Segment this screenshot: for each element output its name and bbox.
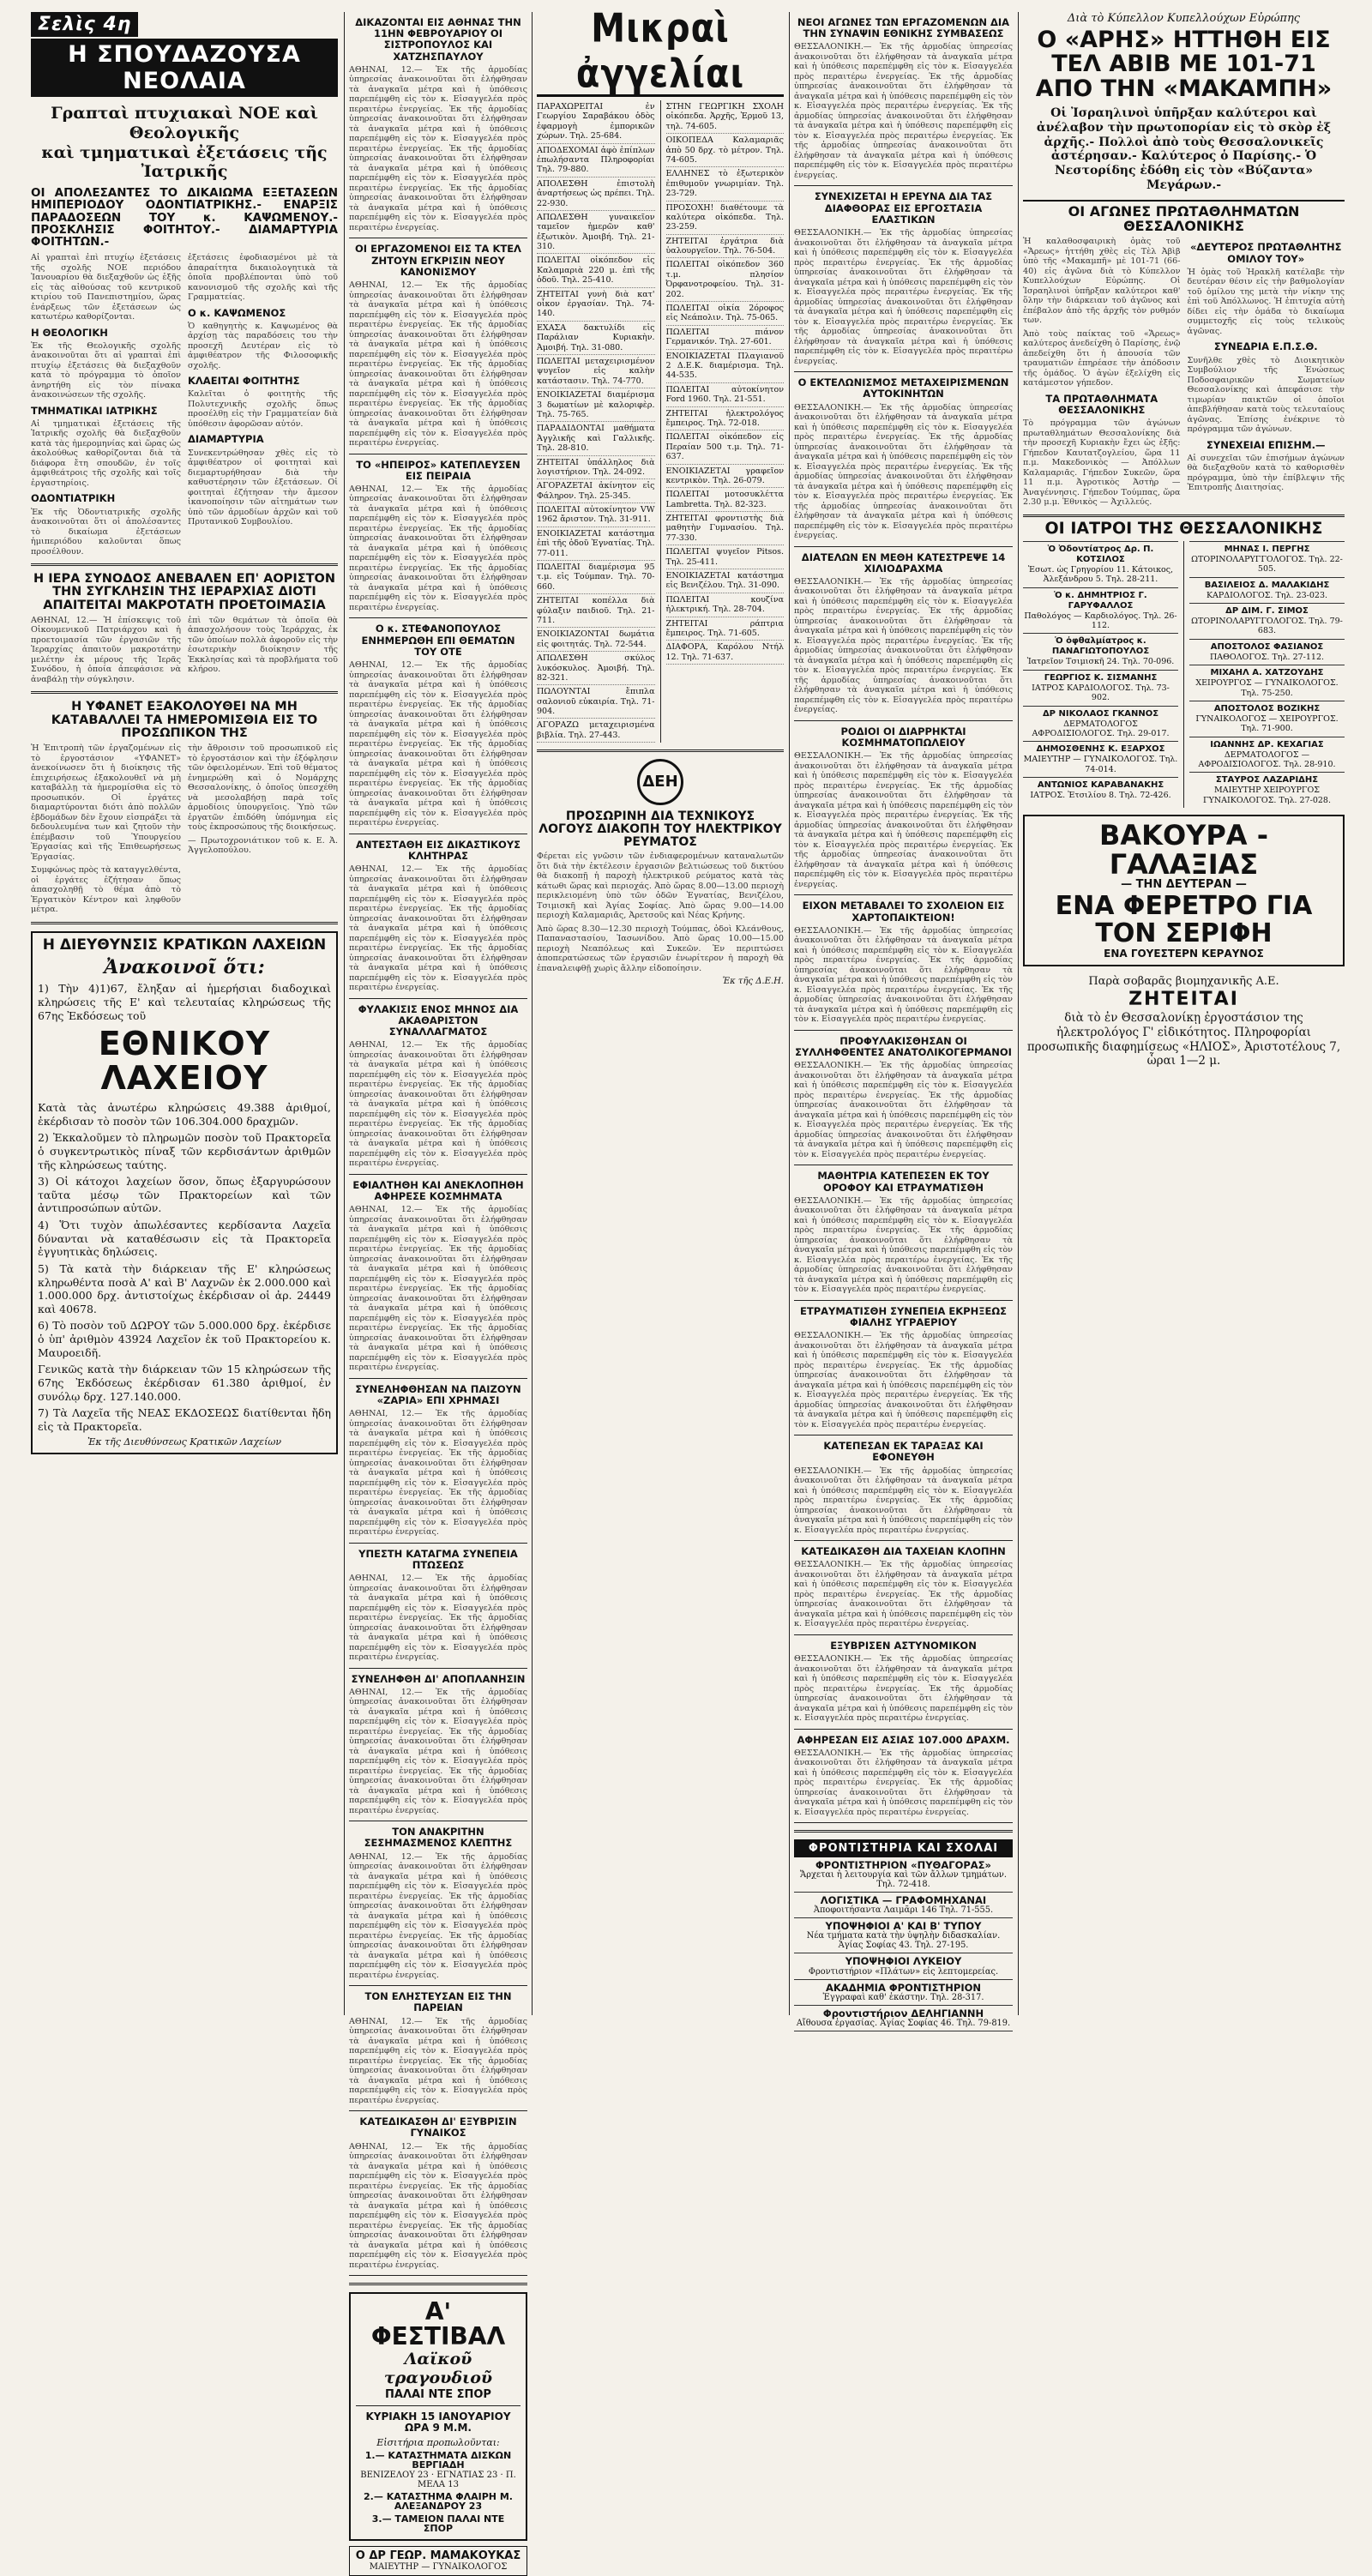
news-brief-text: ΑΘΗΝΑΙ, 12.— Ἐκ τῆς ἀρμοδίας ὑπηρεσίας ἀνακοινοῦται ὅτι ἐλήφθησαν τὰ ἀναγκαῖα μέτρα καὶ ἡ ὑπόθεσις παρεπέμφθη εἰς τὸν κ. Εἰσαγγελέα πρὸς περαιτέρω ἐνεργείας. Ἐκ τῆς ἀρμοδίας ὑπηρεσίας ἀνακοινοῦται ὅτι ἐλήφθησαν τὰ ἀναγκαῖα μέτρα καὶ ἡ ὑπόθεσις παρεπέμφθη εἰς τὸν κ. Εἰσαγγελέα πρὸς περαιτέρω ἐνεργείας. Ἐκ τῆς ἀρμοδίας ὑπηρεσίας ἀνακοινοῦται ὅτι ἐλήφθησαν τὰ ἀναγκαῖα μέτρα καὶ ἡ ὑπόθεσις παρεπέμφθη εἰς τὸν κ. Εἰσαγγελέα πρὸς περαιτέρω ἐνεργείας.: [349, 2141, 527, 2270]
lottery-p5: 4) Ὅτι τυχὸν ἀπωλέσαντες κερδίσαντα Λαχεῖα δύνανται νὰ καταθέσωσιν εἰς τὰ Πρακτορεῖα ἐγγυητικὰς δηλώσεις.: [38, 1219, 331, 1259]
doctor-title: ΜΑΙΕΥΤΗΡ — ΓΥΝΑΙΚΟΛΟΓΟΣ: [369, 2561, 508, 2572]
classified-ad: ΠΩΛΕΙΤΑΙ διαμέρισμα 95 τ.μ. εἰς Τούμπαν. Τηλ. 70-660.: [537, 561, 655, 594]
classified-ad: ΑΠΩΛΕΣΘΗ σκύλος λυκόσκυλος. Ἀμοιβή. Τηλ. 82-321.: [537, 652, 655, 685]
local-news-headline: ΑΦΗΡΕΣΑΝ ΕΙΣ ΑΣΙΑΣ 107.000 ΔΡΑΧΜ.: [797, 1733, 1010, 1746]
classified-ad: ΠΩΛΕΙΤΑΙ μεταχειρισμένον ψυγεῖον εἰς καλὴν κατάστασιν. Τηλ. 74-770.: [537, 355, 655, 388]
festival-subtitle: Λαϊκοῦ τραγουδιοῦ: [383, 2349, 493, 2387]
doctor-entry: [1189, 737, 1345, 773]
classified-ad: ΠΡΟΣΟΧΗ! διαθέτουμε τὰ καλύτερα οἰκόπεδα. Τηλ. 23-259.: [666, 202, 785, 235]
doctor-info: ΜΑΙΕΥΤΗΡ ΧΕΙΡΟΥΡΓΟΣ ΓΥΝΑΙΚΟΛΟΓΟΣ. Τηλ. 27-028.: [1203, 785, 1331, 805]
movie-note: ΕΝΑ ΓΟΥΕΣΤΕΡΝ ΚΕΡΑΥΝΟΣ: [1104, 948, 1264, 960]
news-brief-headline: ΦΥΛΑΚΙΣΙΣ ΕΝΟΣ ΜΗΝΟΣ ΔΙΑ ΑΚΑΘΑΡΙΣΤΟΝ ΣΥΝΑΛΛΑΓΜΑΤΟΣ: [358, 1002, 519, 1038]
classified-ad: ΕΝΟΙΚΙΑΖΕΤΑΙ διαμέρισμα 3 δωματίων μὲ καλοριφὲρ. Τηλ. 75-765.: [537, 388, 655, 422]
classifieds-list-left: [537, 100, 655, 743]
doctor-info: ΙΑΤΡΟΣ ΚΑΡΔΙΟΛΟΓΟΣ. Τηλ. 73-902.: [1032, 683, 1170, 703]
doctors-list-left: [1023, 541, 1178, 808]
classified-ad: ΠΩΛΟΥΝΤΑΙ ἔπιπλα σαλονιοῦ εὐκαιρία. Τηλ. 71-904.: [537, 685, 655, 719]
news-brief-headline: Ο κ. ΣΤΕΦΑΝΟΠΟΥΛΟΣ ΕΝΗΜΕΡΩΘΗ ΕΠΙ ΘΕΜΑΤΩΝ ΤΟΥ ΟΤΕ: [361, 623, 515, 658]
article-text: Συνεκεντρώθησαν χθὲς εἰς τὸ ἀμφιθέατρον οἱ φοιτηταὶ καὶ διεμαρτυρήθησαν διὰ τὴν καθυστέρησιν τῶν ἐξετάσεων. Οἱ φοιτηταὶ ἐζήτησαν τὴν ἄμεσον ἱκανοποίησιν τῶν αἰτημάτων των ὑπὸ τῶν ἁρμοδίων ἀρχῶν καὶ τοῦ Πρυτανικοῦ Συμβουλίου.: [188, 448, 338, 527]
classified-ad: ΕΛΛΗΝΕΣ τὸ ἐξωτερικὸν ἐπιθυμοῦν γνωριμίαν. Τηλ. 23-729.: [666, 167, 785, 201]
news-brief-text: ΑΘΗΝΑΙ, 12.— Ἐκ τῆς ἀρμοδίας ὑπηρεσίας ἀνακοινοῦται ὅτι ἐλήφθησαν τὰ ἀναγκαῖα μέτρα καὶ ἡ ὑπόθεσις παρεπέμφθη εἰς τὸν κ. Εἰσαγγελέα πρὸς περαιτέρω ἐνεργείας. Ἐκ τῆς ἀρμοδίας ὑπηρεσίας ἀνακοινοῦται ὅτι ἐλήφθησαν τὰ ἀναγκαῖα μέτρα καὶ ἡ ὑπόθεσις παρεπέμφθη εἰς τὸν κ. Εἰσαγγελέα πρὸς περαιτέρω ἐνεργείας. Ἐκ τῆς ἀρμοδίας ὑπηρεσίας ἀνακοινοῦται ὅτι ἐλήφθησαν τὰ ἀναγκαῖα μέτρα καὶ ἡ ὑπόθεσις παρεπέμφθη εἰς τὸν κ. Εἰσαγγελέα πρὸς περαιτέρω ἐνεργείας.: [349, 864, 527, 993]
local-news-headline: Ο ΕΚΤΕΛΩΝΙΣΜΟΣ ΜΕΤΑΧΕΙΡΙΣΜΕΝΩΝ ΑΥΤΟΚΙΝΗΤΩΝ: [797, 376, 1009, 400]
local-news-headline: ΕΙΧΟΝ ΜΕΤΑΒΑΛΕΙ ΤΟ ΣΧΟΛΕΙΟΝ ΕΙΣ ΧΑΡΤΟΠΑΙΚΤΕΙΟΝ!: [802, 900, 1005, 924]
classified-ad: ΠΩΛΕΙΤΑΙ οἰκία 2όροφος εἰς Νεάπολιν. Τηλ. 75-065.: [666, 302, 785, 326]
lottery-p4: 3) Οἱ κάτοχοι λαχείων ὅσον, ὅπως ἐξαργυρώσουν ταῦτα μέσῳ τῶν Πρακτορείων καὶ τῶν ἀντιπροσώπων αὐτῶν.: [38, 1175, 331, 1215]
local-news-headline: ΠΡΟΦΥΛΑΚΙΣΘΗΣΑΝ ΟΙ ΣΥΛΛΗΦΘΕΝΤΕΣ ΑΝΑΤΟΛΙΚΟΓΕΡΜΑΝΟΙ: [795, 1034, 1012, 1059]
doctor-name: ΔΡ ΔΙΜ. Γ. ΣΙΜΟΣ: [1225, 605, 1309, 616]
classified-ad: ΕΝΟΙΚΙΑΖΕΤΑΙ γραφεῖον κεντρικὸν. Τηλ. 26-079.: [666, 465, 785, 489]
article-text: τὴν ἄθροισιν τοῦ προσωπικοῦ εἰς τὸ ἐργοστάσιον καὶ τὴν ἐξόφλησιν τῶν ὀφειλομένων. Ἐπὶ τοῦ θέματος ἐνημερώθη καὶ ὁ Νομάρχης Θεσσαλονίκης, ὁ ὁποῖος ὑπεσχέθη νὰ μεσολαβήσῃ παρὰ τοῖς ἁρμοδίοις ὑπουργεῖοις. Ὑπὸ τῶν ἐργατῶν ἐπιδόθη ὑπόμνημα εἰς τοὺς ἐκπροσώπους τῆς διοικήσεως.: [188, 743, 338, 833]
school-name: Φροντιστήριον ΔΕΛΗΓΙΑΝΝΗ: [822, 2007, 984, 2019]
local-news-list: [794, 17, 1013, 1823]
article-text: Καλεῖται ὁ φοιτητὴς τῆς Πολυτεχνικῆς σχολῆς ὅπως προσέλθῃ εἰς τὴν Γραμματείαν διὰ ὑπόθεσιν ἀφορῶσαν αὐτόν.: [188, 389, 338, 429]
schools-head: ΦΡΟΝΤΙΣΤΗΡΙΑ ΚΑΙ ΣΧΟΛΑΙ: [794, 1839, 1013, 1857]
classified-ad: ΠΩΛΕΙΤΑΙ οἰκόπεδον εἰς Καλαμαριὰ 220 μ. ἐπὶ τῆς ὁδοῦ. Τηλ. 25-410.: [537, 254, 655, 287]
festival-time: ΩΡΑ 9 Μ.Μ.: [405, 2422, 472, 2435]
school-text: Ἄρχεται ἡ λειτουργία καὶ τῶν ἄλλων τμημάτων. Τηλ. 72-418.: [800, 1870, 1007, 1890]
job-text: διὰ τὸ ἐν Θεσσαλονίκῃ ἐργοστάσιον της ἠλεκτρολόγος Γ' εἰδικότητος. Πληροφορίαι προσωπικῆς διαφημίσεως «ΗΛΙΟΣ», Ἀριστοτέλους 7, ὧραι 1—2 μ.: [1026, 1010, 1341, 1068]
job-head: ΖΗΤΕΙΤΑΙ: [1128, 988, 1239, 1010]
movie-kicker: — ΤΗΝ ΔΕΥΤΕΡΑΝ —: [1121, 878, 1247, 892]
news-brief-headline: ΤΟΝ ΕΛΗΣΤΕΥΣΑΝ ΕΙΣ ΤΗΝ ΠΑΡΕΙΑΝ: [364, 1990, 512, 2014]
doctor-info: ΓΥΝΑΙΚΟΛΟΓΟΣ — ΧΕΙΡΟΥΡΓΟΣ. Τηλ. 71-900.: [1195, 713, 1339, 734]
lottery-p6: 5) Τὰ κατὰ τὴν διάρκειαν τῆς Ε' κληρώσεως κληρωθέντα ποσὰ Α' καὶ Β' Λαχνῶν ἐκ 2.000.000 καὶ 1.000.000 δρχ. ἀντιστοίχως ἐκέρδισαν οἱ ἀρ. 24449 καὶ 40678.: [38, 1261, 331, 1315]
classified-ad: ΠΩΛΕΙΤΑΙ αὐτοκίνητον VW 1962 ἄριστον. Τηλ. 31-911.: [537, 503, 655, 527]
sports-section-head: ΟΙ ΑΓΩΝΕΣ ΠΡΩΤΑΘΛΗΜΑΤΩΝ ΘΕΣΣΑΛΟΝΙΚΗΣ: [1023, 200, 1345, 234]
news-brief-text: ΑΘΗΝΑΙ, 12.— Ἐκ τῆς ἀρμοδίας ὑπηρεσίας ἀνακοινοῦται ὅτι ἐλήφθησαν τὰ ἀναγκαῖα μέτρα καὶ ἡ ὑπόθεσις παρεπέμφθη εἰς τὸν κ. Εἰσαγγελέα πρὸς περαιτέρω ἐνεργείας. Ἐκ τῆς ἀρμοδίας ὑπηρεσίας ἀνακοινοῦται ὅτι ἐλήφθησαν τὰ ἀναγκαῖα μέτρα καὶ ἡ ὑπόθεσις παρεπέμφθη εἰς τὸν κ. Εἰσαγγελέα πρὸς περαιτέρω ἐνεργείας. Ἐκ τῆς ἀρμοδίας ὑπηρεσίας ἀνακοινοῦται ὅτι ἐλήφθησαν τὰ ἀναγκαῖα μέτρα καὶ ἡ ὑπόθεσις παρεπέμφθη εἰς τὸν κ. Εἰσαγγελέα πρὸς περαιτέρω ἐνεργείας.: [349, 1851, 527, 1980]
doctor-entry: [1023, 541, 1178, 587]
classified-ad: ΕΝΟΙΚΙΑΖΕΤΑΙ κατάστημα εἰς Βενιζέλου. Τηλ. 31-090.: [666, 569, 785, 593]
news-brief-text: ΑΘΗΝΑΙ, 12.— Ἐκ τῆς ἀρμοδίας ὑπηρεσίας ἀνακοινοῦται ὅτι ἐλήφθησαν τὰ ἀναγκαῖα μέτρα καὶ ἡ ὑπόθεσις παρεπέμφθη εἰς τὸν κ. Εἰσαγγελέα πρὸς περαιτέρω ἐνεργείας. Ἐκ τῆς ἀρμοδίας ὑπηρεσίας ἀνακοινοῦται ὅτι ἐλήφθησαν τὰ ἀναγκαῖα μέτρα καὶ ἡ ὑπόθεσις παρεπέμφθη εἰς τὸν κ. Εἰσαγγελέα πρὸς περαιτέρω ἐνεργείας. Ἐκ τῆς ἀρμοδίας ὑπηρεσίας ἀνακοινοῦται ὅτι ἐλήφθησαν τὰ ἀναγκαῖα μέτρα καὶ ἡ ὑπόθεσις παρεπέμφθη εἰς τὸν κ. Εἰσαγγελέα πρὸς περαιτέρω ἐνεργείας. Ἐκ τῆς ἀρμοδίας ὑπηρεσίας ἀνακοινοῦται ὅτι ἐλήφθησαν τὰ ἀναγκαῖα μέτρα καὶ ἡ ὑπόθεσις παρεπέμφθη εἰς τὸν κ. Εἰσαγγελέα πρὸς περαιτέρω ἐνεργείας.: [349, 660, 527, 828]
classified-ad: ΖΗΤΕΙΤΑΙ κοπέλλα διὰ φύλαξιν παιδιοῦ. Τηλ. 21-711.: [537, 594, 655, 628]
news-brief-text: ΑΘΗΝΑΙ, 12.— Ἐκ τῆς ἀρμοδίας ὑπηρεσίας ἀνακοινοῦται ὅτι ἐλήφθησαν τὰ ἀναγκαῖα μέτρα καὶ ἡ ὑπόθεσις παρεπέμφθη εἰς τὸν κ. Εἰσαγγελέα πρὸς περαιτέρω ἐνεργείας. Ἐκ τῆς ἀρμοδίας ὑπηρεσίας ἀνακοινοῦται ὅτι ἐλήφθησαν τὰ ἀναγκαῖα μέτρα καὶ ἡ ὑπόθεσις παρεπέμφθη εἰς τὸν κ. Εἰσαγγελέα πρὸς περαιτέρω ἐνεργείας. Ἐκ τῆς ἀρμοδίας ὑπηρεσίας ἀνακοινοῦται ὅτι ἐλήφθησαν τὰ ἀναγκαῖα μέτρα καὶ ἡ ὑπόθεσις παρεπέμφθη εἰς τὸν κ. Εἰσαγγελέα πρὸς περαιτέρω ἐνεργείας. Ἐκ τῆς ἀρμοδίας ὑπηρεσίας ἀνακοινοῦται ὅτι ἐλήφθησαν τὰ ἀναγκαῖα μέτρα καὶ ἡ ὑπόθεσις παρεπέμφθη εἰς τὸν κ. Εἰσαγγελέα πρὸς περαιτέρω ἐνεργείας.: [349, 1205, 527, 1373]
classified-ad: ΣΤΗΝ ΓΕΩΡΓΙΚΗ ΣΧΟΛΗ οἰκόπεδα. Ἀρχῆς, Ἑρμοῦ 13, τηλ. 74-605.: [666, 100, 785, 134]
column-student-news: [31, 12, 338, 2015]
article-text: Ἀπὸ τοὺς παίκτας τοῦ «Ἄρεως» καλύτερος ἀνεδείχθη ὁ Παρίσης, ἐνῷ ἀπεδείχθη ὅτι ἡ ἀπουσία τῶν τραυματιῶν ἐπηρέασε τὴν ἀπόδοσιν τῆς ὁμάδος. Ὁ ἀγὼν ἐξελίχθη εἰς κατάμεστον γήπεδον.: [1023, 328, 1181, 388]
news-brief-text: ΑΘΗΝΑΙ, 12.— Ἐκ τῆς ἀρμοδίας ὑπηρεσίας ἀνακοινοῦται ὅτι ἐλήφθησαν τὰ ἀναγκαῖα μέτρα καὶ ἡ ὑπόθεσις παρεπέμφθη εἰς τὸν κ. Εἰσαγγελέα πρὸς περαιτέρω ἐνεργείας. Ἐκ τῆς ἀρμοδίας ὑπηρεσίας ἀνακοινοῦται ὅτι ἐλήφθησαν τὰ ἀναγκαῖα μέτρα καὶ ἡ ὑπόθεσις παρεπέμφθη εἰς τὸν κ. Εἰσαγγελέα πρὸς περαιτέρω ἐνεργείας. Ἐκ τῆς ἀρμοδίας ὑπηρεσίας ἀνακοινοῦται ὅτι ἐλήφθησαν τὰ ἀναγκαῖα μέτρα καὶ ἡ ὑπόθεσις παρεπέμφθη εἰς τὸν κ. Εἰσαγγελέα πρὸς περαιτέρω ἐνεργείας.: [349, 1040, 527, 1169]
classified-ad: ΖΗΤΕΙΤΑΙ ὑπάλληλος διὰ λογιστήριον. Τηλ. 24-092.: [537, 456, 655, 480]
doctor-info: ΙΑΤΡΟΣ. Ἐτσιλίου 8. Τηλ. 72-426.: [1030, 791, 1171, 801]
festival-ad: [349, 2292, 527, 2541]
news-brief-headline: ΤΟΝ ΑΝΑΚΡΙΤΗΝ ΣΕΣΗΜΑΣΜΕΝΟΣ ΚΛΕΠΤΗΣ: [364, 1826, 513, 1850]
label-kapsomenos: Ο κ. ΚΑΨΩΜΕΝΟΣ: [188, 306, 286, 319]
classified-ad: ΕΝΟΙΚΙΑΖΕΤΑΙ κατάστημα ἐπὶ τῆς ὁδοῦ Ἐγνατίας. Τηλ. 77-011.: [537, 527, 655, 561]
classified-ad: ΠΩΛΕΙΤΑΙ ψυγεῖον Pitsos. Τηλ. 25-411.: [666, 545, 785, 569]
local-news-headline: ΣΥΝΕΧΙΖΕΤΑΙ Η ΕΡΕΥΝΑ ΔΙΑ ΤΑΣ ΔΙΑΦΘΟΡΑΣ ΕΙΣ ΕΡΓΟΣΤΑΣΙΑ ΕΛΑΣΤΙΚΩΝ: [814, 190, 993, 226]
school-text: Φροντιστήριον «Πλάτων» εἰς λεπτομερείας.: [808, 1966, 999, 1977]
school-text: Ἀποφοιτήσαντα Λαιμᾶρι 146 Τηλ. 71-555.: [813, 1905, 994, 1916]
lottery-sign: Ἐκ τῆς Διευθύνσεως Κρατικῶν Λαχείων: [87, 1436, 282, 1448]
news-brief-text: ΑΘΗΝΑΙ, 12.— Ἐκ τῆς ἀρμοδίας ὑπηρεσίας ἀνακοινοῦται ὅτι ἐλήφθησαν τὰ ἀναγκαῖα μέτρα καὶ ἡ ὑπόθεσις παρεπέμφθη εἰς τὸν κ. Εἰσαγγελέα πρὸς περαιτέρω ἐνεργείας. Ἐκ τῆς ἀρμοδίας ὑπηρεσίας ἀνακοινοῦται ὅτι ἐλήφθησαν τὰ ἀναγκαῖα μέτρα καὶ ἡ ὑπόθεσις παρεπέμφθη εἰς τὸν κ. Εἰσαγγελέα πρὸς περαιτέρω ἐνεργείας. Ἐκ τῆς ἀρμοδίας ὑπηρεσίας ἀνακοινοῦται ὅτι ἐλήφθησαν τὰ ἀναγκαῖα μέτρα καὶ ἡ ὑπόθεσις παρεπέμφθη εἰς τὸν κ. Εἰσαγγελέα πρὸς περαιτέρω ἐνεργείας.: [349, 484, 527, 612]
classified-ad: ΖΗΤΕΙΤΑΙ ράπτρια ἔμπειρος. Τηλ. 71-605.: [666, 617, 785, 641]
classified-ad: ΑΠΩΛΕΣΘΗ γυναικεῖον ταμεῖον ἡμερῶν καθ' ἐξωτικὸν. Ἀμοιβή. Τηλ. 21-310.: [537, 211, 655, 255]
column-rule: [789, 12, 790, 2015]
headline-1: Γραπταὶ πτυχιακαὶ ΝΟΕ καὶ Θεολογικῆς: [51, 104, 318, 142]
school-ad: [794, 2006, 1013, 2031]
local-news-text: ΘΕΣΣΑΛΟΝΙΚΗ.— Ἐκ τῆς ἀρμοδίας ὑπηρεσίας ἀνακοινοῦται ὅτι ἐλήφθησαν τὰ ἀναγκαῖα μέτρα καὶ ἡ ὑπόθεσις παρεπέμφθη εἰς τὸν κ. Εἰσαγγελέα πρὸς περαιτέρω ἐνεργείας. Ἐκ τῆς ἀρμοδίας ὑπηρεσίας ἀνακοινοῦται ὅτι ἐλήφθησαν τὰ ἀναγκαῖα μέτρα καὶ ἡ ὑπόθεσις παρεπέμφθη εἰς τὸν κ. Εἰσαγγελέα πρὸς περαιτέρω ἐνεργείας.: [794, 1748, 1013, 1817]
label-medical: ΤΜΗΜΑΤΙΚΑΙ ΙΑΤΡΙΚΗΣ: [31, 404, 158, 417]
news-brief-text: ΑΘΗΝΑΙ, 12.— Ἐκ τῆς ἀρμοδίας ὑπηρεσίας ἀνακοινοῦται ὅτι ἐλήφθησαν τὰ ἀναγκαῖα μέτρα καὶ ἡ ὑπόθεσις παρεπέμφθη εἰς τὸν κ. Εἰσαγγελέα πρὸς περαιτέρω ἐνεργείας. Ἐκ τῆς ἀρμοδίας ὑπηρεσίας ἀνακοινοῦται ὅτι ἐλήφθησαν τὰ ἀναγκαῖα μέτρα καὶ ἡ ὑπόθεσις παρεπέμφθη εἰς τὸν κ. Εἰσαγγελέα πρὸς περαιτέρω ἐνεργείας. Ἐκ τῆς ἀρμοδίας ὑπηρεσίας ἀνακοινοῦται ὅτι ἐλήφθησαν τὰ ἀναγκαῖα μέτρα καὶ ἡ ὑπόθεσις παρεπέμφθη εἰς τὸν κ. Εἰσαγγελέα πρὸς περαιτέρω ἐνεργείας.: [349, 1409, 527, 1538]
doctor-info: Ἰατρεῖον Τσιμισκῆ 24. Τηλ. 70-096.: [1026, 657, 1175, 667]
lottery-announces: Ἀνακοινοῖ ὅτι:: [104, 956, 265, 979]
local-news-headline: ΜΑΘΗΤΡΙΑ ΚΑΤΕΠΕΣΕΝ ΕΚ ΤΟΥ ΟΡΟΦΟΥ ΚΑΙ ΕΤΡΑΥΜΑΤΙΣΘΗ: [817, 1170, 990, 1194]
power-cut-head: ΠΡΟΣΩΡΙΝΗ ΔΙΑ ΤΕΧΝΙΚΟΥΣ ΛΟΓΟΥΣ ΔΙΑΚΟΠΗ ΤΟΥ ΗΛΕΚΤΡΙΚΟΥ ΡΕΥΜΑΤΟΣ: [539, 810, 782, 849]
school-name: ΦΡΟΝΤΙΣΤΗΡΙΟΝ «ΠΥΘΑΓΟΡΑΣ»: [815, 1859, 991, 1872]
article-text: Συνῆλθε χθὲς τὸ Διοικητικὸν Συμβούλιον τῆς Ἑνώσεως Ποδοσφαιρικῶν Σωματείων Θεσσαλονίκης καὶ ἀπεφάσισε τὴν τιμωρίαν παικτῶν οἱ ὁποῖοι ἀπεβλήθησαν κατὰ τοὺς τελευταίους ἀγῶνας. Ἐπίσης ἐνέκρινε τὸ πρόγραμμα τῶν ἀγώνων.: [1187, 355, 1345, 435]
article-text: Ἐκ τῆς Θεολογικῆς σχολῆς ἀνακοινοῦται ὅτι αἱ γραπταὶ ἐπὶ πτυχίῳ ἐξετάσεις θὰ διεξαχθοῦν κατὰ τὸ πρόγραμμα τὸ ὁποῖον ἀνηρτήθη εἰς τὸν πίνακα ἀνακοινώσεων τῆς σχολῆς.: [31, 340, 181, 400]
article-text: Ἀπὸ ὥρας 8.30—12.30 περιοχὴ Τούμπας, ὁδοὶ Κλεάνθους, Παπαναστασίου, Ἰασωνίδου. Ἀπὸ ὥρας 10.00—15.00 περιοχὴ Νεαπόλεως καὶ Συκεῶν. Ἐν περιπτώσει ἀποπερατώσεως τῶν ἐργασιῶν ἐνωρίτερον ἡ παροχὴ θὰ ἐπαναλειφθῇ χωρὶς ἄλλην εἰδοποίησιν.: [537, 924, 784, 973]
doctor-name: Ο ΔΡ ΓΕΩΡ. ΜΑΜΑΚΟΥΚΑΣ: [355, 2549, 521, 2562]
doctor-info: Ἐσωτ. ὡς Γρηγορίου 11. Κάτοικος, Ἀλεξάνδρου 5. Τηλ. 28-211.: [1027, 564, 1174, 585]
school-text: Νέα τμήματα κατὰ τὴν ὑψηλὴν διδασκαλίαν. Ἁγίας Σοφίας 43. Τηλ. 27-195.: [806, 1931, 1001, 1951]
news-brief-text: ΑΘΗΝΑΙ, 12.— Ἐκ τῆς ἀρμοδίας ὑπηρεσίας ἀνακοινοῦται ὅτι ἐλήφθησαν τὰ ἀναγκαῖα μέτρα καὶ ἡ ὑπόθεσις παρεπέμφθη εἰς τὸν κ. Εἰσαγγελέα πρὸς περαιτέρω ἐνεργείας. Ἐκ τῆς ἀρμοδίας ὑπηρεσίας ἀνακοινοῦται ὅτι ἐλήφθησαν τὰ ἀναγκαῖα μέτρα καὶ ἡ ὑπόθεσις παρεπέμφθη εἰς τὸν κ. Εἰσαγγελέα πρὸς περαιτέρω ἐνεργείας.: [349, 2016, 527, 2105]
doctor-ad: [349, 2546, 527, 2576]
page-label: Σελὶς 4η: [31, 12, 138, 37]
school-name: ΑΚΑΔΗΜΙΑ ΦΡΟΝΤΙΣΤΗΡΙΟΝ: [825, 1981, 982, 1994]
headline-2: καὶ τμηματικαὶ ἐξετάσεις τῆς Ἰατρικῆς: [41, 142, 328, 182]
article-text: ἐπὶ τῶν θεμάτων τὰ ὁποῖα θὰ ἀπασχολήσουν τοὺς Ἱεράρχας, ἐκ τῶν ὁποίων πολλὰ ἀφοροῦν εἰς τὴν ἐσωτερικὴν διοίκησιν τῆς Ἐκκλησίας καὶ τὰ προβλήματα τοῦ κλήρου.: [188, 615, 338, 675]
lottery-p8: Γενικῶς κατὰ τὴν διάρκειαν τῶν 15 κληρώσεων τῆς 67ης Ἐκδόσεως ἐκέρδισαν 61.380 ἀριθμοί, ἐν συνόλῳ δρχ. 127.140.000.: [38, 1363, 331, 1403]
article-text: Ἡ καλαθοσφαιρικὴ ὁμὰς τοῦ «Ἄρεως» ἠττήθη χθὲς εἰς Τὲλ Ἀβὶβ ὑπὸ τῆς «Μακαμπῆ» μὲ 101-71 (66-40) εἰς ἀγῶνα διὰ τὸ Κύπελλον Κυπελλούχων Εὐρώπης. Οἱ Ἰσραηλινοὶ ὑπῆρξαν καλύτεροι καθ' ὅλην τὴν διάρκειαν τοῦ ἀγῶνος καὶ ἐπέβαλον ἀπὸ τῆς ἀρχῆς τὸν ρυθμόν των.: [1023, 237, 1181, 326]
classified-ad: ΠΑΡΑΧΩΡΕΙΤΑΙ ἐν Γεωργίου Σαραβάκου ὁδὸς ἐφαρμογὴ ἐμπορικῶν χώρων. Τηλ. 25-684.: [537, 100, 655, 144]
doctor-entry: [1023, 706, 1178, 742]
local-news-text: ΘΕΣΣΑΛΟΝΙΚΗ.— Ἐκ τῆς ἀρμοδίας ὑπηρεσίας ἀνακοινοῦται ὅτι ἐλήφθησαν τὰ ἀναγκαῖα μέτρα καὶ ἡ ὑπόθεσις παρεπέμφθη εἰς τὸν κ. Εἰσαγγελέα πρὸς περαιτέρω ἐνεργείας. Ἐκ τῆς ἀρμοδίας ὑπηρεσίας ἀνακοινοῦται ὅτι ἐλήφθησαν τὰ ἀναγκαῖα μέτρα καὶ ἡ ὑπόθεσις παρεπέμφθη εἰς τὸν κ. Εἰσαγγελέα πρὸς περαιτέρω ἐνεργείας. Ἐκ τῆς ἀρμοδίας ὑπηρεσίας ἀνακοινοῦται ὅτι ἐλήφθησαν τὰ ἀναγκαῖα μέτρα καὶ ἡ ὑπόθεσις παρεπέμφθη εἰς τὸν κ. Εἰσαγγελέα πρὸς περαιτέρω ἐνεργείας. Ἐκ τῆς ἀρμοδίας ὑπηρεσίας ἀνακοινοῦται ὅτι ἐλήφθησαν τὰ ἀναγκαῖα μέτρα καὶ ἡ ὑπόθεσις παρεπέμφθη εἰς τὸν κ. Εἰσαγγελέα πρὸς περαιτέρω ἐνεργείας.: [794, 751, 1013, 889]
local-news-headline: ΝΕΟΙ ΑΓΩΝΕΣ ΤΩΝ ΕΡΓΑΖΟΜΕΝΩΝ ΔΙΑ ΤΗΝ ΣΥΝΑΨΙΝ ΕΘΝΙΚΗΣ ΣΥΜΒΑΣΕΩΣ: [797, 16, 1010, 40]
local-news-text: ΘΕΣΣΑΛΟΝΙΚΗ.— Ἐκ τῆς ἀρμοδίας ὑπηρεσίας ἀνακοινοῦται ὅτι ἐλήφθησαν τὰ ἀναγκαῖα μέτρα καὶ ἡ ὑπόθεσις παρεπέμφθη εἰς τὸν κ. Εἰσαγγελέα πρὸς περαιτέρω ἐνεργείας. Ἐκ τῆς ἀρμοδίας ὑπηρεσίας ἀνακοινοῦται ὅτι ἐλήφθησαν τὰ ἀναγκαῖα μέτρα καὶ ἡ ὑπόθεσις παρεπέμφθη εἰς τὸν κ. Εἰσαγγελέα πρὸς περαιτέρω ἐνεργείας. Ἐκ τῆς ἀρμοδίας ὑπηρεσίας ἀνακοινοῦται ὅτι ἐλήφθησαν τὰ ἀναγκαῖα μέτρα καὶ ἡ ὑπόθεσις παρεπέμφθη εἰς τὸν κ. Εἰσαγγελέα πρὸς περαιτέρω ἐνεργείας. Ἐκ τῆς ἀρμοδίας ὑπηρεσίας ἀνακοινοῦται ὅτι ἐλήφθησαν τὰ ἀναγκαῖα μέτρα καὶ ἡ ὑπόθεσις παρεπέμφθη εἰς τὸν κ. Εἰσαγγελέα πρὸς περαιτέρω ἐνεργείας.: [794, 576, 1013, 715]
local-news-text: ΘΕΣΣΑΛΟΝΙΚΗ.— Ἐκ τῆς ἀρμοδίας ὑπηρεσίας ἀνακοινοῦται ὅτι ἐλήφθησαν τὰ ἀναγκαῖα μέτρα καὶ ἡ ὑπόθεσις παρεπέμφθη εἰς τὸν κ. Εἰσαγγελέα πρὸς περαιτέρω ἐνεργείας. Ἐκ τῆς ἀρμοδίας ὑπηρεσίας ἀνακοινοῦται ὅτι ἐλήφθησαν τὰ ἀναγκαῖα μέτρα καὶ ἡ ὑπόθεσις παρεπέμφθη εἰς τὸν κ. Εἰσαγγελέα πρὸς περαιτέρω ἐνεργείας. Ἐκ τῆς ἀρμοδίας ὑπηρεσίας ἀνακοινοῦται ὅτι ἐλήφθησαν τὰ ἀναγκαῖα μέτρα καὶ ἡ ὑπόθεσις παρεπέμφθη εἰς τὸν κ. Εἰσαγγελέα πρὸς περαιτέρω ἐνεργείας.: [794, 1195, 1013, 1295]
local-news-text: ΘΕΣΣΑΛΟΝΙΚΗ.— Ἐκ τῆς ἀρμοδίας ὑπηρεσίας ἀνακοινοῦται ὅτι ἐλήφθησαν τὰ ἀναγκαῖα μέτρα καὶ ἡ ὑπόθεσις παρεπέμφθη εἰς τὸν κ. Εἰσαγγελέα πρὸς περαιτέρω ἐνεργείας. Ἐκ τῆς ἀρμοδίας ὑπηρεσίας ἀνακοινοῦται ὅτι ἐλήφθησαν τὰ ἀναγκαῖα μέτρα καὶ ἡ ὑπόθεσις παρεπέμφθη εἰς τὸν κ. Εἰσαγγελέα πρὸς περαιτέρω ἐνεργείας.: [794, 1466, 1013, 1535]
doctor-info: ΩΤΟΡΙΝΟΛΑΡΥΓΓΟΛΟΓΟΣ. Τηλ. 79-683.: [1191, 616, 1343, 636]
doctors-title: ΟΙ ΙΑΤΡΟΙ ΤΗΣ ΘΕΣΣΑΛΟΝΙΚΗΣ: [1044, 518, 1323, 538]
doctor-entry: [1023, 633, 1178, 669]
doctor-name: ΜΙΧΑΗΛ Α. ΧΑΤΖΟΥΔΗΣ: [1210, 668, 1324, 678]
lottery-p1: 1) Τὴν 4)1)67, ἔληξαν αἱ ἡμερήσιαι διαδοχικαὶ κληρώσεις τῆς Ε' καὶ τελευταίας κληρώσεως τῆς 67ης Ἐκδόσεως τοῦ: [38, 982, 331, 1022]
news-brief-headline: ΟΙ ΕΡΓΑΖΟΜΕΝΟΙ ΕΙΣ ΤΑ ΚΤΕΛ ΖΗΤΟΥΝ ΕΓΚΡΙΣΙΝ ΝΕΟΥ ΚΑΝΟΝΙΣΜΟΥ: [355, 243, 521, 278]
festival-point: 2.— ΚΑΤΑΣΤΗΜΑ ΦΛΑΙΡΗ Μ. ΑΛΕΞΑΝΔΡΟΥ 23: [364, 2490, 513, 2513]
doctor-entry: [1023, 587, 1178, 634]
school-name: ΛΟΓΙΣΤΙΚΑ — ΓΡΑΦΟΜΗΧΑΝΑΙ: [820, 1894, 987, 1907]
local-news-headline: ΚΑΤΕΔΙΚΑΣΘΗ ΔΙΑ ΤΑΧΕΙΑΝ ΚΛΟΠΗΝ: [801, 1545, 1006, 1558]
classified-ad: ΑΓΟΡΑΖΩ μεταχειρισμένα βιβλία. Τηλ. 27-443.: [537, 719, 655, 743]
job-pre: Παρὰ σοβαρᾶς βιομηχανικῆς Α.Ε.: [1088, 974, 1279, 988]
doctor-entry: [1023, 741, 1178, 777]
movie-title: ΒΑΚΟΥΡΑ - ΓΑΛΑΞΙΑΣ: [1099, 819, 1268, 881]
job-ad: [1023, 975, 1345, 1069]
doctor-name: Ὁ κ. ΔΗΜΗΤΡΙΟΣ Γ. ΓΑΡΥΦΑΛΛΟΣ: [1054, 590, 1147, 611]
doctor-info: ΔΕΡΜΑΤΟΛΟΓΟΣ ΑΦΡΟΔΙΣΙΟΛΟΓΟΣ. Τηλ. 29-017.: [1032, 719, 1170, 738]
classified-ad: ΖΗΤΕΙΤΑΙ γυνὴ διὰ κατ' οἶκον ἐργασίαν. Τηλ. 74-140.: [537, 288, 655, 322]
column-rule: [344, 12, 345, 2015]
article-text: ἐξετάσεις ἐφοδιασμένοι μὲ τὰ ἀπαραίτητα δικαιολογητικὰ τὰ ὁποῖα προβλέπονται ὑπὸ τοῦ κανονισμοῦ τῆς σχολῆς καὶ τῆς Γραμματείας.: [188, 253, 338, 303]
label-theology: Η ΘΕΟΛΟΓΙΚΗ: [31, 326, 108, 339]
school-ad: [794, 1893, 1013, 1918]
school-ad: [794, 1918, 1013, 1953]
article-text: Συμφώνως πρὸς τὰ καταγγελθέντα, οἱ ἐργάτες ἐζήτησαν ὅπως ἀπασχοληθῇ τὸ θέμα ἀπὸ τὸ Ἐργατικὸν Κέντρον καὶ ληφθοῦν μέτρα.: [31, 865, 181, 915]
doctor-name: Ὁ ὀφθαλμίατρος κ. ΠΑΝΑΓΙΩΤΟΠΟΥΛΟΣ: [1051, 636, 1150, 657]
festival-title: Α' ΦΕΣΤΙΒΑΛ: [370, 2297, 506, 2351]
news-briefs-list: [349, 17, 527, 2276]
classified-ad: ΟΙΚΟΠΕΔΑ Καλαμαριᾶς ἀπὸ 50 δρχ. τὸ μέτρον. Τηλ. 74-605.: [666, 134, 785, 167]
column-rule: [532, 12, 533, 2015]
school-ad: [794, 1953, 1013, 1979]
yfanet-headline: Η ΥΦΑΝΕΤ ΕΞΑΚΟΛΟΥΘΕΙ ΝΑ ΜΗ ΚΑΤΑΒΑΛΛΕΙ ΤΑ ΗΜΕΡΟΜΙΣΘΙΑ ΕΙΣ ΤΟ ΠΡΟΣΩΠΙΚΟΝ ΤΗΣ: [51, 700, 318, 740]
doctor-entry: [1189, 701, 1345, 737]
doctor-name: ΣΤΑΥΡΟΣ ΛΑΖΑΡΙΔΗΣ: [1215, 775, 1319, 785]
local-news-text: ΘΕΣΣΑΛΟΝΙΚΗ.— Ἐκ τῆς ἀρμοδίας ὑπηρεσίας ἀνακοινοῦται ὅτι ἐλήφθησαν τὰ ἀναγκαῖα μέτρα καὶ ἡ ὑπόθεσις παρεπέμφθη εἰς τὸν κ. Εἰσαγγελέα πρὸς περαιτέρω ἐνεργείας. Ἐκ τῆς ἀρμοδίας ὑπηρεσίας ἀνακοινοῦται ὅτι ἐλήφθησαν τὰ ἀναγκαῖα μέτρα καὶ ἡ ὑπόθεσις παρεπέμφθη εἰς τὸν κ. Εἰσαγγελέα πρὸς περαιτέρω ἐνεργείας. Ἐκ τῆς ἀρμοδίας ὑπηρεσίας ἀνακοινοῦται ὅτι ἐλήφθησαν τὰ ἀναγκαῖα μέτρα καὶ ἡ ὑπόθεσις παρεπέμφθη εἰς τὸν κ. Εἰσαγγελέα πρὸς περαιτέρω ἐνεργείας.: [794, 1061, 1013, 1159]
classifieds-list-right: [666, 100, 785, 743]
article-text: Αἱ συνεχεῖαι τῶν ἐπισήμων ἀγώνων θὰ διεξαχθοῦν κατὰ τὸ καθορισθὲν πρόγραμμα, ὑπὸ τὴν ἐπίβλεψιν τῆς Ἐπιτροπῆς Διαιτησίας.: [1187, 453, 1345, 493]
local-news-text: ΘΕΣΣΑΛΟΝΙΚΗ.— Ἐκ τῆς ἀρμοδίας ὑπηρεσίας ἀνακοινοῦται ὅτι ἐλήφθησαν τὰ ἀναγκαῖα μέτρα καὶ ἡ ὑπόθεσις παρεπέμφθη εἰς τὸν κ. Εἰσαγγελέα πρὸς περαιτέρω ἐνεργείας. Ἐκ τῆς ἀρμοδίας ὑπηρεσίας ἀνακοινοῦται ὅτι ἐλήφθησαν τὰ ἀναγκαῖα μέτρα καὶ ἡ ὑπόθεσις παρεπέμφθη εἰς τὸν κ. Εἰσαγγελέα πρὸς περαιτέρω ἐνεργείας. Ἐκ τῆς ἀρμοδίας ὑπηρεσίας ἀνακοινοῦται ὅτι ἐλήφθησαν τὰ ἀναγκαῖα μέτρα καὶ ἡ ὑπόθεσις παρεπέμφθη εἰς τὸν κ. Εἰσαγγελέα πρὸς περαιτέρω ἐνεργείας. Ἐκ τῆς ἀρμοδίας ὑπηρεσίας ἀνακοινοῦται ὅτι ἐλήφθησαν τὰ ἀναγκαῖα μέτρα καὶ ἡ ὑπόθεσις παρεπέμφθη εἰς τὸν κ. Εἰσαγγελέα πρὸς περαιτέρω ἐνεργείας.: [794, 42, 1013, 180]
doctor-name: ΔΡ ΝΙΚΟΛΑΟΣ ΓΚΑΝΝΟΣ: [1042, 708, 1159, 719]
school-text: Ἐγγραφαὶ καθ' ἑκάστην. Τηλ. 28-317.: [822, 1992, 984, 2002]
local-news-text: ΘΕΣΣΑΛΟΝΙΚΗ.— Ἐκ τῆς ἀρμοδίας ὑπηρεσίας ἀνακοινοῦται ὅτι ἐλήφθησαν τὰ ἀναγκαῖα μέτρα καὶ ἡ ὑπόθεσις παρεπέμφθη εἰς τὸν κ. Εἰσαγγελέα πρὸς περαιτέρω ἐνεργείας. Ἐκ τῆς ἀρμοδίας ὑπηρεσίας ἀνακοινοῦται ὅτι ἐλήφθησαν τὰ ἀναγκαῖα μέτρα καὶ ἡ ὑπόθεσις παρεπέμφθη εἰς τὸν κ. Εἰσαγγελέα πρὸς περαιτέρω ἐνεργείας. Ἐκ τῆς ἀρμοδίας ὑπηρεσίας ἀνακοινοῦται ὅτι ἐλήφθησαν τὰ ἀναγκαῖα μέτρα καὶ ἡ ὑπόθεσις παρεπέμφθη εἰς τὸν κ. Εἰσαγγελέα πρὸς περαιτέρω ἐνεργείας. Ἐκ τῆς ἀρμοδίας ὑπηρεσίας ἀνακοινοῦται ὅτι ἐλήφθησαν τὰ ἀναγκαῖα μέτρα καὶ ἡ ὑπόθεσις παρεπέμφθη εἰς τὸν κ. Εἰσαγγελέα πρὸς περαιτέρω ἐνεργείας.: [794, 402, 1013, 541]
local-news-headline: ΔΙΑΤΕΛΩΝ ΕΝ ΜΕΘΗ ΚΑΤΕΣΤΡΕΨΕ 14 ΧΙΛΙΟΔΡΑΧΜΑ: [801, 551, 1006, 575]
festival-point: 3.— ΤΑΜΕΙΟΝ ΠΑΛΑΙ ΝΤΕ ΣΠΟΡ: [371, 2513, 505, 2535]
movie-headline: ΕΝΑ ΦΕΡΕΤΡΟ ΓΙΑ ΤΟΝ ΣΕΡΙΦΗ: [1055, 891, 1313, 948]
local-news-headline: ΕΞΥΒΡΙΣΕΝ ΑΣΤΥΝΟΜΙΚΟΝ: [830, 1639, 977, 1652]
local-news-headline: ΕΤΡΑΥΜΑΤΙΣΘΗ ΣΥΝΕΠΕΙΑ ΕΚΡΗΞΕΩΣ ΦΙΑΛΗΣ ΥΓΡΑΕΡΙΟΥ: [800, 1304, 1007, 1328]
classified-ad: ΖΗΤΕΙΤΑΙ ἐργάτρια διὰ ὑαλουργεῖον. Τηλ. 76-504.: [666, 235, 785, 259]
doctor-info: ΜΑΙΕΥΤΗΡ — ΓΥΝΑΙΚΟΛΟΓΟΣ. Τηλ. 74-014.: [1023, 755, 1178, 774]
synod-headline: Η ΙΕΡΑ ΣΥΝΟΔΟΣ ΑΝΕΒΑΛΕΝ ΕΠ' ΑΟΡΙΣΤΟΝ ΤΗΝ ΣΥΓΚΛΗΣΙΝ ΤΗΣ ΙΕΡΑΡΧΙΑΣ ΔΙΟΤΙ ΑΠΑΙΤΕΙΤΑΙ ΜΑΚΡΟΤΑΤΗ ΠΡΟΕΤΟΙΜΑΣΙΑ: [33, 572, 335, 612]
news-brief-text: ΑΘΗΝΑΙ, 12.— Ἐκ τῆς ἀρμοδίας ὑπηρεσίας ἀνακοινοῦται ὅτι ἐλήφθησαν τὰ ἀναγκαῖα μέτρα καὶ ἡ ὑπόθεσις παρεπέμφθη εἰς τὸν κ. Εἰσαγγελέα πρὸς περαιτέρω ἐνεργείας. Ἐκ τῆς ἀρμοδίας ὑπηρεσίας ἀνακοινοῦται ὅτι ἐλήφθησαν τὰ ἀναγκαῖα μέτρα καὶ ἡ ὑπόθεσις παρεπέμφθη εἰς τὸν κ. Εἰσαγγελέα πρὸς περαιτέρω ἐνεργείας.: [349, 1574, 527, 1663]
local-news-text: ΘΕΣΣΑΛΟΝΙΚΗ.— Ἐκ τῆς ἀρμοδίας ὑπηρεσίας ἀνακοινοῦται ὅτι ἐλήφθησαν τὰ ἀναγκαῖα μέτρα καὶ ἡ ὑπόθεσις παρεπέμφθη εἰς τὸν κ. Εἰσαγγελέα πρὸς περαιτέρω ἐνεργείας. Ἐκ τῆς ἀρμοδίας ὑπηρεσίας ἀνακοινοῦται ὅτι ἐλήφθησαν τὰ ἀναγκαῖα μέτρα καὶ ἡ ὑπόθεσις παρεπέμφθη εἰς τὸν κ. Εἰσαγγελέα πρὸς περαιτέρω ἐνεργείας. Ἐκ τῆς ἀρμοδίας ὑπηρεσίας ἀνακοινοῦται ὅτι ἐλήφθησαν τὰ ἀναγκαῖα μέτρα καὶ ἡ ὑπόθεσις παρεπέμφθη εἰς τὸν κ. Εἰσαγγελέα πρὸς περαιτέρω ἐνεργείας. Ἐκ τῆς ἀρμοδίας ὑπηρεσίας ἀνακοινοῦται ὅτι ἐλήφθησαν τὰ ἀναγκαῖα μέτρα καὶ ἡ ὑπόθεσις παρεπέμφθη εἰς τὸν κ. Εἰσαγγελέα πρὸς περαιτέρω ἐνεργείας.: [794, 228, 1013, 366]
doctor-name: ΒΑΣΙΛΕΙΟΣ Δ. ΜΑΛΑΚΙΔΗΣ: [1204, 580, 1330, 590]
lottery-announcement: [31, 931, 338, 1455]
sports-deck: Οἱ Ἰσραηλινοὶ ὑπῆρξαν καλύτεροι καὶ ἀνέλαβον τὴν πρωτοπορίαν εἰς τὸ σκὸρ ἐξ ἀρχῆς.- Πολλοὶ ἀπὸ τοὺς Θεσσαλονικεῖς ἀστέρησαν.- Καλύτερος ὁ Παρίσης.- Ὁ Νεστορίδης ἐδόθη εἰς τὸν «Βύζαντα» Μεγάρων.-: [1036, 106, 1332, 193]
sports-subhead: ΣΥΝΕΔΡΙΑ Ε.Π.Σ.Θ.: [1213, 340, 1318, 353]
doctor-info: ΩΤΟΡΙΝΟΛΑΡΥΓΓΟΛΟΓΟΣ. Τηλ. 22-505.: [1191, 554, 1343, 575]
column-rule: [1018, 12, 1019, 2015]
doctor-info: ΠΑΘΟΛΟΓΟΣ. Τηλ. 27-112.: [1209, 652, 1325, 662]
classified-ad: ΠΩΛΕΙΤΑΙ μοτοσυκλέττα Lambretta. Τηλ. 82-323.: [666, 488, 785, 512]
doctor-name: ΑΠΟΣΤΟΛΟΣ ΦΑΣΙΑΝΟΣ: [1210, 641, 1324, 652]
lottery-p2: Κατὰ τὰς ἀνωτέρω κληρώσεις 49.388 ἀριθμοί, ἐκέρδισαν τὸ ποσὸν τῶν 106.304.000 δραχμῶν.: [38, 1101, 331, 1128]
column-local-news: [794, 12, 1013, 2028]
label-student-call: ΚΛΑΕΙΤΑΙ ΦΟΙΤΗΤΗΣ: [188, 375, 300, 388]
festival-date: ΚΥΡΙΑΚΗ 15 ΙΑΝΟΥΑΡΙΟΥ: [365, 2410, 511, 2423]
doctors-directory: [1023, 515, 1345, 808]
article-text: Ἡ ὁμὰς τοῦ Ἠρακλῆ κατέλαβε τὴν δευτέραν θέσιν εἰς τὴν βαθμολογίαν τοῦ ὁμίλου της μετὰ τὴν νίκην της ἐπὶ τοῦ Ἀπόλλωνος. Ἡ ἐπιτυχία αὐτὴ δίδει εἰς τὴν ὁμάδα τὸ δικαίωμα συμμετοχῆς εἰς τοὺς τελικοὺς ἀγῶνας.: [1187, 267, 1345, 336]
classified-ad: ΕΧΑΣΑ δακτυλίδι εἰς Παράλιαν Κυριακὴν. Ἀμοιβή. Τηλ. 31-080.: [537, 322, 655, 355]
school-name: ΥΠΟΨΗΦΙΟΙ Α' ΚΑΙ Β' ΤΥΠΟΥ: [825, 1920, 982, 1933]
power-cut-sign: Ἐκ τῆς Δ.Ε.Η.: [722, 977, 784, 987]
doctor-info: ΧΕΙΡΟΥΡΓΟΣ — ΓΥΝΑΙΚΟΛΟΓΟΣ. Τηλ. 75-250.: [1195, 678, 1339, 698]
article-text: ΑΘΗΝΑΙ, 12.— Ἡ ἐπίσκεψις τοῦ Οἰκουμενικοῦ Πατριάρχου καὶ ἡ προετοιμασία τῶν ἐργασιῶν τῆς Ἱεραρχίας ἀπαιτοῦν μακροτάτην μελέτην ἐκ μέρους τῆς Ἱερᾶς Συνόδου, ἡ ὁποία ἀπεφάσισε νὰ ἀναβάλῃ τὴν σύγκλησιν.: [31, 615, 181, 684]
sports-subhead: «ΔΕΥΤΕΡΟΣ ΠΡΩΤΑΘΛΗΤΗΣ ΟΜΙΛΟΥ ΤΟΥ»: [1190, 241, 1342, 265]
doctor-entry: [1023, 777, 1178, 803]
classifieds-title: Μικραὶ ἀγγελίαι: [575, 6, 745, 97]
doctor-entry: [1189, 541, 1345, 577]
doctor-name: ΓΕΩΡΓΙΟΣ Κ. ΣΙΣΜΑΝΗΣ: [1044, 672, 1158, 683]
classified-ad: ΠΩΛΕΙΤΑΙ οἰκόπεδον 360 τ.μ. πλησίον Ὀρφανοτροφείου. Τηλ. 31-202.: [666, 258, 785, 302]
news-brief-headline: ΚΑΤΕΔΙΚΑΣΘΗ ΔΙ' ΕΞΥΒΡΙΣΙΝ ΓΥΝΑΙΚΟΣ: [359, 2116, 517, 2140]
lottery-p7: 6) Τὸ ποσὸν τοῦ ΔΩΡΟΥ τῶν 5.000.000 δρχ. ἐκέρδισε ὁ ὑπ' ἀριθμὸν 43924 Λαχεῖον ἐκ τοῦ Πρακτορείου κ. Μαυροειδῆ.: [38, 1319, 331, 1359]
classified-ad: ΔΙΑΦΟΡΑ, Καρόλου Ντήλ 12. Τηλ. 71-637.: [666, 641, 785, 665]
doctor-entry: [1189, 639, 1345, 665]
news-brief-text: ΑΘΗΝΑΙ, 12.— Ἐκ τῆς ἀρμοδίας ὑπηρεσίας ἀνακοινοῦται ὅτι ἐλήφθησαν τὰ ἀναγκαῖα μέτρα καὶ ἡ ὑπόθεσις παρεπέμφθη εἰς τὸν κ. Εἰσαγγελέα πρὸς περαιτέρω ἐνεργείας. Ἐκ τῆς ἀρμοδίας ὑπηρεσίας ἀνακοινοῦται ὅτι ἐλήφθησαν τὰ ἀναγκαῖα μέτρα καὶ ἡ ὑπόθεσις παρεπέμφθη εἰς τὸν κ. Εἰσαγγελέα πρὸς περαιτέρω ἐνεργείας. Ἐκ τῆς ἀρμοδίας ὑπηρεσίας ἀνακοινοῦται ὅτι ἐλήφθησαν τὰ ἀναγκαῖα μέτρα καὶ ἡ ὑπόθεσις παρεπέμφθη εἰς τὸν κ. Εἰσαγγελέα πρὸς περαιτέρω ἐνεργείας.: [349, 1687, 527, 1815]
doctor-info: ΚΑΡΔΙΟΛΟΓΟΣ. Τηλ. 23-023.: [1206, 590, 1328, 600]
doctor-name: ΜΗΝΑΣ Ι. ΠΕΡΓΗΣ: [1224, 544, 1310, 554]
sports-subhead: ΣΥΝΕΧΕΙΑΙ ΕΠΙΣΗΜ.—: [1207, 438, 1326, 451]
classified-ad: ΖΗΤΕΙΤΑΙ φροντιστὴς διὰ μαθητὴν Γυμνασίου. Τηλ. 77-330.: [666, 512, 785, 545]
news-brief-headline: ΔΙΚΑΖΟΝΤΑΙ ΕΙΣ ΑΘΗΝΑΣ ΤΗΝ 11ΗΝ ΦΕΒΡΟΥΑΡΙΟΥ ΟΙ ΣΙΣΤΡΟΠΟΥΛΟΣ ΚΑΙ ΧΑΤΖΗΣΠΑΥΛΟΥ: [355, 16, 521, 63]
sports-headline: Ο «ΑΡΗΣ» ΗΤΤΗΘΗ ΕΙΣ ΤΕΛ ΑΒΙΒ ΜΕ 101-71 ΑΠΟ ΤΗΝ «ΜΑΚΑΜΠΗ»: [1035, 27, 1333, 102]
school-name: ΥΠΟΨΗΦΙΟΙ ΛΥΚΕΙΟΥ: [845, 1955, 962, 1968]
festival-venue: ΠΑΛΑΙ ΝΤΕ ΣΠΟΡ: [385, 2387, 491, 2401]
classified-ad: ΑΠΟΛΕΣΘΗ ἐπιστολὴ ἀναρτήσεως ὡς πρέπει. Τηλ. 22-930.: [537, 178, 655, 211]
sports-subhead: ΤΑ ΠΡΩΤΑΘΛΗΜΑΤΑ ΘΕΣΣΑΛΟΝΙΚΗΣ: [1045, 392, 1158, 417]
column-sports: [1023, 12, 1345, 2015]
doctor-entry: [1189, 772, 1345, 808]
doctor-entry: [1189, 577, 1345, 603]
doctors-list-right: [1189, 541, 1345, 808]
local-news-headline: ΚΑΤΕΠΕΣΑΝ ΕΚ ΤΑΡΑΞΑΣ ΚΑΙ ΕΦΟΝΕΥΘΗ: [823, 1440, 984, 1464]
dei-logo: ΔΕΗ: [637, 759, 683, 805]
classified-ad: ΕΝΟΙΚΙΑΖΟΝΤΑΙ δωμάτια εἰς φοιτητάς. Τηλ. 72-544.: [537, 628, 655, 652]
article-subhead: ΟΙ ΑΠΟΛΕΣΑΝΤΕΣ ΤΟ ΔΙΚΑΙΩΜΑ ΕΞΕΤΑΣΕΩΝ ΗΜΙΠΕΡΙΟΔΟΥ ΟΔΟΝΤΙΑΤΡΙΚΗΣ.- ΕΝΑΡΞΙΣ ΠΑΡΑΔΟΣΕΩΝ ΤΟΥ κ. ΚΑΨΩΜΕΝΟΥ.- ΠΡΟΣΚΛΗΣΙΣ ΦΟΙΤΗΤΟΥ.- ΔΙΑΜΑΡΤΥΡΙΑ ΦΟΙΤΗΤΩΝ.-: [31, 186, 338, 249]
doctor-entry: [1189, 665, 1345, 701]
article-text: Αἱ τμηματικαὶ ἐξετάσεις τῆς Ἰατρικῆς σχολῆς θὰ διεξαχθοῦν κατὰ τὰς ἡμερομηνίας καὶ ὥρας ὡς ἀκολούθως καθορίζονται διὰ τὰ διάφορα ἔτη σπουδῶν, ἐν τοῖς ἀμφιθεάτροις τῆς σχολῆς καὶ τοῖς ἐργαστηρίοις.: [31, 418, 181, 488]
news-brief-headline: ΑΝΤΕΣΤΑΘΗ ΕΙΣ ΔΙΚΑΣΤΙΚΟΥΣ ΚΛΗΤΗΡΑΣ: [355, 838, 521, 862]
local-news-text: ΘΕΣΣΑΛΟΝΙΚΗ.— Ἐκ τῆς ἀρμοδίας ὑπηρεσίας ἀνακοινοῦται ὅτι ἐλήφθησαν τὰ ἀναγκαῖα μέτρα καὶ ἡ ὑπόθεσις παρεπέμφθη εἰς τὸν κ. Εἰσαγγελέα πρὸς περαιτέρω ἐνεργείας. Ἐκ τῆς ἀρμοδίας ὑπηρεσίας ἀνακοινοῦται ὅτι ἐλήφθησαν τὰ ἀναγκαῖα μέτρα καὶ ἡ ὑπόθεσις παρεπέμφθη εἰς τὸν κ. Εἰσαγγελέα πρὸς περαιτέρω ἐνεργείας.: [794, 1654, 1013, 1724]
doctor-name: ΔΗΜΟΣΘΕΝΗΣ Κ. ΕΞΑΡΧΟΣ: [1036, 744, 1165, 755]
movie-ad: [1023, 815, 1345, 966]
news-brief-headline: ΤΟ «ΗΠΕΙΡΟΣ» ΚΑΤΕΠΛΕΥΣΕΝ ΕΙΣ ΠΕΙΡΑΙΑ: [356, 458, 521, 482]
lottery-p9: 7) Τὰ Λαχεῖα τῆς ΝΕΑΣ ΕΚΔΟΣΕΩΣ διατίθενται ἤδη εἰς τὰ Πρακτορεῖα.: [38, 1406, 331, 1433]
classified-ad: ΖΗΤΕΙΤΑΙ ἡλεκτρολόγος ἔμπειρος. Τηλ. 72-018.: [666, 407, 785, 431]
article-text: — Πρωτοχρονιάτικον τοῦ κ. Ε. Ἀ. Ἀγγελοπούλου.: [188, 835, 338, 856]
classified-ad: ΠΩΛΕΙΤΑΙ πιάνον Γερμανικόν. Τηλ. 27-601.: [666, 326, 785, 350]
doctor-entry: [1023, 670, 1178, 706]
news-brief-headline: ΕΦΙΑΛΤΗΘΗ ΚΑΙ ΑΝΕΚΛΟΠΗΘΗ ΑΦΗΡΕΣΕ ΚΟΣΜΗΜΑΤΑ: [352, 1178, 524, 1202]
local-news-text: ΘΕΣΣΑΛΟΝΙΚΗ.— Ἐκ τῆς ἀρμοδίας ὑπηρεσίας ἀνακοινοῦται ὅτι ἐλήφθησαν τὰ ἀναγκαῖα μέτρα καὶ ἡ ὑπόθεσις παρεπέμφθη εἰς τὸν κ. Εἰσαγγελέα πρὸς περαιτέρω ἐνεργείας. Ἐκ τῆς ἀρμοδίας ὑπηρεσίας ἀνακοινοῦται ὅτι ἐλήφθησαν τὰ ἀναγκαῖα μέτρα καὶ ἡ ὑπόθεσις παρεπέμφθη εἰς τὸν κ. Εἰσαγγελέα πρὸς περαιτέρω ἐνεργείας. Ἐκ τῆς ἀρμοδίας ὑπηρεσίας ἀνακοινοῦται ὅτι ἐλήφθησαν τὰ ἀναγκαῖα μέτρα καὶ ἡ ὑπόθεσις παρεπέμφθη εἰς τὸν κ. Εἰσαγγελέα πρὸς περαιτέρω ἐνεργείας.: [794, 1331, 1013, 1429]
news-brief-text: ΑΘΗΝΑΙ, 12.— Ἐκ τῆς ἀρμοδίας ὑπηρεσίας ἀνακοινοῦται ὅτι ἐλήφθησαν τὰ ἀναγκαῖα μέτρα καὶ ἡ ὑπόθεσις παρεπέμφθη εἰς τὸν κ. Εἰσαγγελέα πρὸς περαιτέρω ἐνεργείας. Ἐκ τῆς ἀρμοδίας ὑπηρεσίας ἀνακοινοῦται ὅτι ἐλήφθησαν τὰ ἀναγκαῖα μέτρα καὶ ἡ ὑπόθεσις παρεπέμφθη εἰς τὸν κ. Εἰσαγγελέα πρὸς περαιτέρω ἐνεργείας. Ἐκ τῆς ἀρμοδίας ὑπηρεσίας ἀνακοινοῦται ὅτι ἐλήφθησαν τὰ ἀναγκαῖα μέτρα καὶ ἡ ὑπόθεσις παρεπέμφθη εἰς τὸν κ. Εἰσαγγελέα πρὸς περαιτέρω ἐνεργείας. Ἐκ τῆς ἀρμοδίας ὑπηρεσίας ἀνακοινοῦται ὅτι ἐλήφθησαν τὰ ἀναγκαῖα μέτρα καὶ ἡ ὑπόθεσις παρεπέμφθη εἰς τὸν κ. Εἰσαγγελέα πρὸς περαιτέρω ἐνεργείας.: [349, 280, 527, 448]
festival-shops: ΒΕΝΙΖΕΛΟΥ 23 · ΕΓΝΑΤΙΑΣ 23 · Π. ΜΕΛΑ 13: [360, 2470, 516, 2489]
power-cut-notice: [537, 759, 784, 986]
classified-ad: ΠΩΛΕΙΤΑΙ αὐτοκίνητον Ford 1960. Τηλ. 21-551.: [666, 383, 785, 407]
news-brief-text: ΑΘΗΝΑΙ, 12.— Ἐκ τῆς ἀρμοδίας ὑπηρεσίας ἀνακοινοῦται ὅτι ἐλήφθησαν τὰ ἀναγκαῖα μέτρα καὶ ἡ ὑπόθεσις παρεπέμφθη εἰς τὸν κ. Εἰσαγγελέα πρὸς περαιτέρω ἐνεργείας. Ἐκ τῆς ἀρμοδίας ὑπηρεσίας ἀνακοινοῦται ὅτι ἐλήφθησαν τὰ ἀναγκαῖα μέτρα καὶ ἡ ὑπόθεσις παρεπέμφθη εἰς τὸν κ. Εἰσαγγελέα πρὸς περαιτέρω ἐνεργείας. Ἐκ τῆς ἀρμοδίας ὑπηρεσίας ἀνακοινοῦται ὅτι ἐλήφθησαν τὰ ἀναγκαῖα μέτρα καὶ ἡ ὑπόθεσις παρεπέμφθη εἰς τὸν κ. Εἰσαγγελέα πρὸς περαιτέρω ἐνεργείας. Ἐκ τῆς ἀρμοδίας ὑπηρεσίας ἀνακοινοῦται ὅτι ἐλήφθησαν τὰ ἀναγκαῖα μέτρα καὶ ἡ ὑπόθεσις παρεπέμφθη εἰς τὸν κ. Εἰσαγγελέα πρὸς περαιτέρω ἐνεργείας.: [349, 64, 527, 232]
label-dental: ΟΔΟΝΤΙΑΤΡΙΚΗ: [31, 492, 116, 505]
doctor-name: ΑΝΤΩΝΙΟΣ ΚΑΡΑΒΑΝΑΚΗΣ: [1037, 780, 1164, 791]
article-text: Ἐκ τῆς Ὀδοντιατρικῆς σχολῆς ἀνακοινοῦται ὅτι οἱ ἀπολέσαντες τὸ δικαίωμα ἐξετάσεων ἡμιπεριόδου καλοῦνται ὅπως προσέλθουν.: [31, 507, 181, 557]
article-text: Αἱ γραπταὶ ἐπὶ πτυχίῳ ἐξετάσεις τῆς σχολῆς ΝΟΕ περιόδου Ἰανουαρίου θὰ διεξαχθοῦν ὡς ἑξῆς εἰς τὰς αἰθούσας τοῦ κεντρικοῦ κτιρίου τοῦ Πανεπιστημίου, ὥρας ἐνάρξεως τῶν ἐξετάσεων ὡς κατωτέρω καθορίζονται.: [31, 253, 181, 322]
classified-ad: ΠΑΡΑΔΙΔΟΝΤΑΙ μαθήματα Ἀγγλικῆς καὶ Γαλλικῆς. Τηλ. 28-810.: [537, 422, 655, 455]
school-ad: [794, 1980, 1013, 2006]
news-brief-headline: ΣΥΝΕΛΗΦΘΗ ΔΙ' ΑΠΟΠΛΑΝΗΣΙΝ: [351, 1672, 526, 1685]
classified-ad: ΠΩΛΕΙΤΑΙ οἰκόπεδον εἰς Περαίαν 500 τ.μ. Τηλ. 71-637.: [666, 430, 785, 464]
festival-point: 1.— ΚΑΤΑΣΤΗΜΑΤΑ ΔΙΣΚΩΝ ΒΕΡΓΙΑΔΗ: [364, 2449, 512, 2471]
article-text: Φέρεται εἰς γνῶσιν τῶν ἐνδιαφερομένων καταναλωτῶν ὅτι διὰ τὴν ἐκτέλεσιν ἐργασιῶν βελτιώσεως τοῦ δικτύου θὰ διακοπῇ ἡ παροχὴ ἠλεκτρικοῦ ρεύματος κατὰ τὰς κάτωθι ὥρας καὶ περιοχάς. Ἀπὸ ὥρας 8.00—13.00 περιοχὴ περικλειομένη ὑπὸ τῶν ὁδῶν Ἐγνατίας, Βενιζέλου, Τσιμισκῆ καὶ Ἁγίας Σοφίας. Ἀπὸ ὥρας 9.00—14.00 περιοχὴ Καλαμαριᾶς, Ἀρετσοῦς καὶ Νέας Κρήνης.: [537, 852, 784, 921]
school-text: Αἴθουσα ἐργασίας. Ἁγίας Σοφίας 46. Τηλ. 79-819.: [796, 2018, 1011, 2028]
doctor-info: Παθολόγος — Καρδιολόγος. Τηλ. 26-112.: [1024, 611, 1177, 630]
lottery-p3: 2) Ἐκκαλοῦμεν τὸ πληρωμῶν ποσὸν τοῦ Πρακτορεῖα ὁ συγκεντρωτικὸς πίναξ τῶν κερδισάντων ἀριθμῶν τῆς κληρώσεως ταύτης.: [38, 1131, 331, 1171]
column-news-briefs: [349, 12, 527, 2572]
label-protest: ΔΙΑΜΑΡΤΥΡΙΑ: [188, 433, 264, 446]
doctor-entry: [1189, 603, 1345, 639]
classified-ad: ΕΝΟΙΚΙΑΖΕΤΑΙ Πλαγιανοῦ 2 Δ.Ε.Κ. διαμέρισμα. Τηλ. 44-535.: [666, 350, 785, 383]
local-news-text: ΘΕΣΣΑΛΟΝΙΚΗ.— Ἐκ τῆς ἀρμοδίας ὑπηρεσίας ἀνακοινοῦται ὅτι ἐλήφθησαν τὰ ἀναγκαῖα μέτρα καὶ ἡ ὑπόθεσις παρεπέμφθη εἰς τὸν κ. Εἰσαγγελέα πρὸς περαιτέρω ἐνεργείας. Ἐκ τῆς ἀρμοδίας ὑπηρεσίας ἀνακοινοῦται ὅτι ἐλήφθησαν τὰ ἀναγκαῖα μέτρα καὶ ἡ ὑπόθεσις παρεπέμφθη εἰς τὸν κ. Εἰσαγγελέα πρὸς περαιτέρω ἐνεργείας. Ἐκ τῆς ἀρμοδίας ὑπηρεσίας ἀνακοινοῦται ὅτι ἐλήφθησαν τὰ ἀναγκαῖα μέτρα καὶ ἡ ὑπόθεσις παρεπέμφθη εἰς τὸν κ. Εἰσαγγελέα πρὸς περαιτέρω ἐνεργείας.: [794, 925, 1013, 1025]
article-text: Τὸ πρόγραμμα τῶν ἀγώνων πρωταθλημάτων Θεσσαλονίκης διὰ τὴν προσεχῆ Κυριακὴν ἔχει ὡς ἑξῆς: Γήπεδον Καυτατζογλείου, ὥρα 11 π.μ. Μακεδονικὸς — Ἀπόλλων Καλαμαριᾶς. Γήπεδον Συκεῶν, ὥρα 11 π.μ. Ἀγροτικὸς Ἀστὴρ — Ἀναγέννησις. Γήπεδον Τούμπας, ὥρα 2.30 μ.μ. Ἐθνικὸς — Ἀχιλλεύς.: [1023, 418, 1181, 508]
classified-ad: ΑΠΟΔΕΧΟΜΑΙ ἀφὸ ἐπίπλων ἐπωλήσαντα Πληροφορίαι Τηλ. 79-880.: [537, 144, 655, 178]
local-news-text: ΘΕΣΣΑΛΟΝΙΚΗ.— Ἐκ τῆς ἀρμοδίας ὑπηρεσίας ἀνακοινοῦται ὅτι ἐλήφθησαν τὰ ἀναγκαῖα μέτρα καὶ ἡ ὑπόθεσις παρεπέμφθη εἰς τὸν κ. Εἰσαγγελέα πρὸς περαιτέρω ἐνεργείας. Ἐκ τῆς ἀρμοδίας ὑπηρεσίας ἀνακοινοῦται ὅτι ἐλήφθησαν τὰ ἀναγκαῖα μέτρα καὶ ἡ ὑπόθεσις παρεπέμφθη εἰς τὸν κ. Εἰσαγγελέα πρὸς περαιτέρω ἐνεργείας.: [794, 1560, 1013, 1629]
news-brief-headline: ΥΠΕΣΤΗ ΚΑΤΑΓΜΑ ΣΥΝΕΠΕΙΑ ΠΤΩΣΕΩΣ: [358, 1547, 518, 1571]
doctor-name: Ὁ Ὀδοντίατρος Δρ. Π. ΚΟΤΣΙΛΟΣ: [1047, 544, 1154, 564]
lottery-header: Η ΔΙΕΥΘΥΝΣΙΣ ΚΡΑΤΙΚΩΝ ΛΑΧΕΙΩΝ: [42, 936, 327, 954]
lottery-big-title: ΕΘΝΙΚΟΥ ΛΑΧΕΙΟΥ: [98, 1025, 271, 1098]
classified-ad: ΠΩΛΕΙΤΑΙ κουζίνα ἠλεκτρική. Τηλ. 28-704.: [666, 593, 785, 617]
doctor-name: ΙΩΑΝΝΗΣ ΔΡ. ΚΕΧΑΓΙΑΣ: [1210, 739, 1324, 749]
article-text: Ὁ καθηγητὴς κ. Καψωμένος θὰ ἀρχίσῃ τὰς παραδόσεις του τὴν προσεχῆ Δευτέραν εἰς τὸ ἀμφιθέατρον τῆς Φιλοσοφικῆς σχολῆς.: [188, 321, 338, 370]
column-classifieds: [537, 6, 784, 2015]
doctor-name: ΑΠΟΣΤΟΛΟΣ ΒΟΖΙΚΗΣ: [1213, 703, 1321, 713]
section-banner: Η ΣΠΟΥΔΑΖΟΥΣΑ ΝΕΟΛΑΙΑ: [31, 39, 338, 97]
schools-list: [794, 1857, 1013, 2031]
sports-kicker: Διὰ τὸ Κύπελλον Κυπελλούχων Εὐρώπης: [1067, 12, 1301, 25]
festival-points-head: Εἰσιτήρια προπωλοῦνται:: [376, 2436, 500, 2448]
classified-ad: ΑΓΟΡΑΖΕΤΑΙ ἀκίνητον εἰς Φάληρον. Τηλ. 25-345.: [537, 479, 655, 503]
doctor-info: ΔΕΡΜΑΤΟΛΟΓΟΣ — ΑΦΡΟΔΙΣΙΟΛΟΓΟΣ. Τηλ. 28-910.: [1198, 749, 1336, 770]
local-news-headline: ΡΟΔΙΟΙ ΟΙ ΔΙΑΡΡΗΚΤΑΙ ΚΟΣΜΗΜΑΤΟΠΩΛΕΙΟΥ: [840, 725, 966, 749]
article-text: Ἡ Ἐπιτροπὴ τῶν ἐργαζομένων εἰς τὸ ἐργοστάσιον «ΥΦΑΝΕΤ» ἀνεκοίνωσεν ὅτι ἡ διοίκησις τῆς ἐπιχειρήσεως ἐξακολουθεῖ νὰ μὴ καταβάλλῃ τὰ ἡμερομίσθια εἰς τὸ προσωπικόν. Οἱ ἐργάτες διαμαρτύρονται διότι ἀπὸ πολλῶν ἑβδομάδων δὲν ἔχουν εἰσπράξει τὰ δεδουλευμένα των καὶ ζητοῦν τὴν ἐπέμβασιν τοῦ Ὑπουργείου Ἐργασίας καὶ τῆς Ἐπιθεωρήσεως Ἐργασίας.: [31, 743, 181, 862]
school-ad: [794, 1857, 1013, 1893]
news-brief-headline: ΣΥΝΕΛΗΦΘΗΣΑΝ ΝΑ ΠΑΙΖΟΥΝ «ΖΑΡΙΑ» ΕΠΙ ΧΡΗΜΑΣΙ: [355, 1382, 521, 1406]
